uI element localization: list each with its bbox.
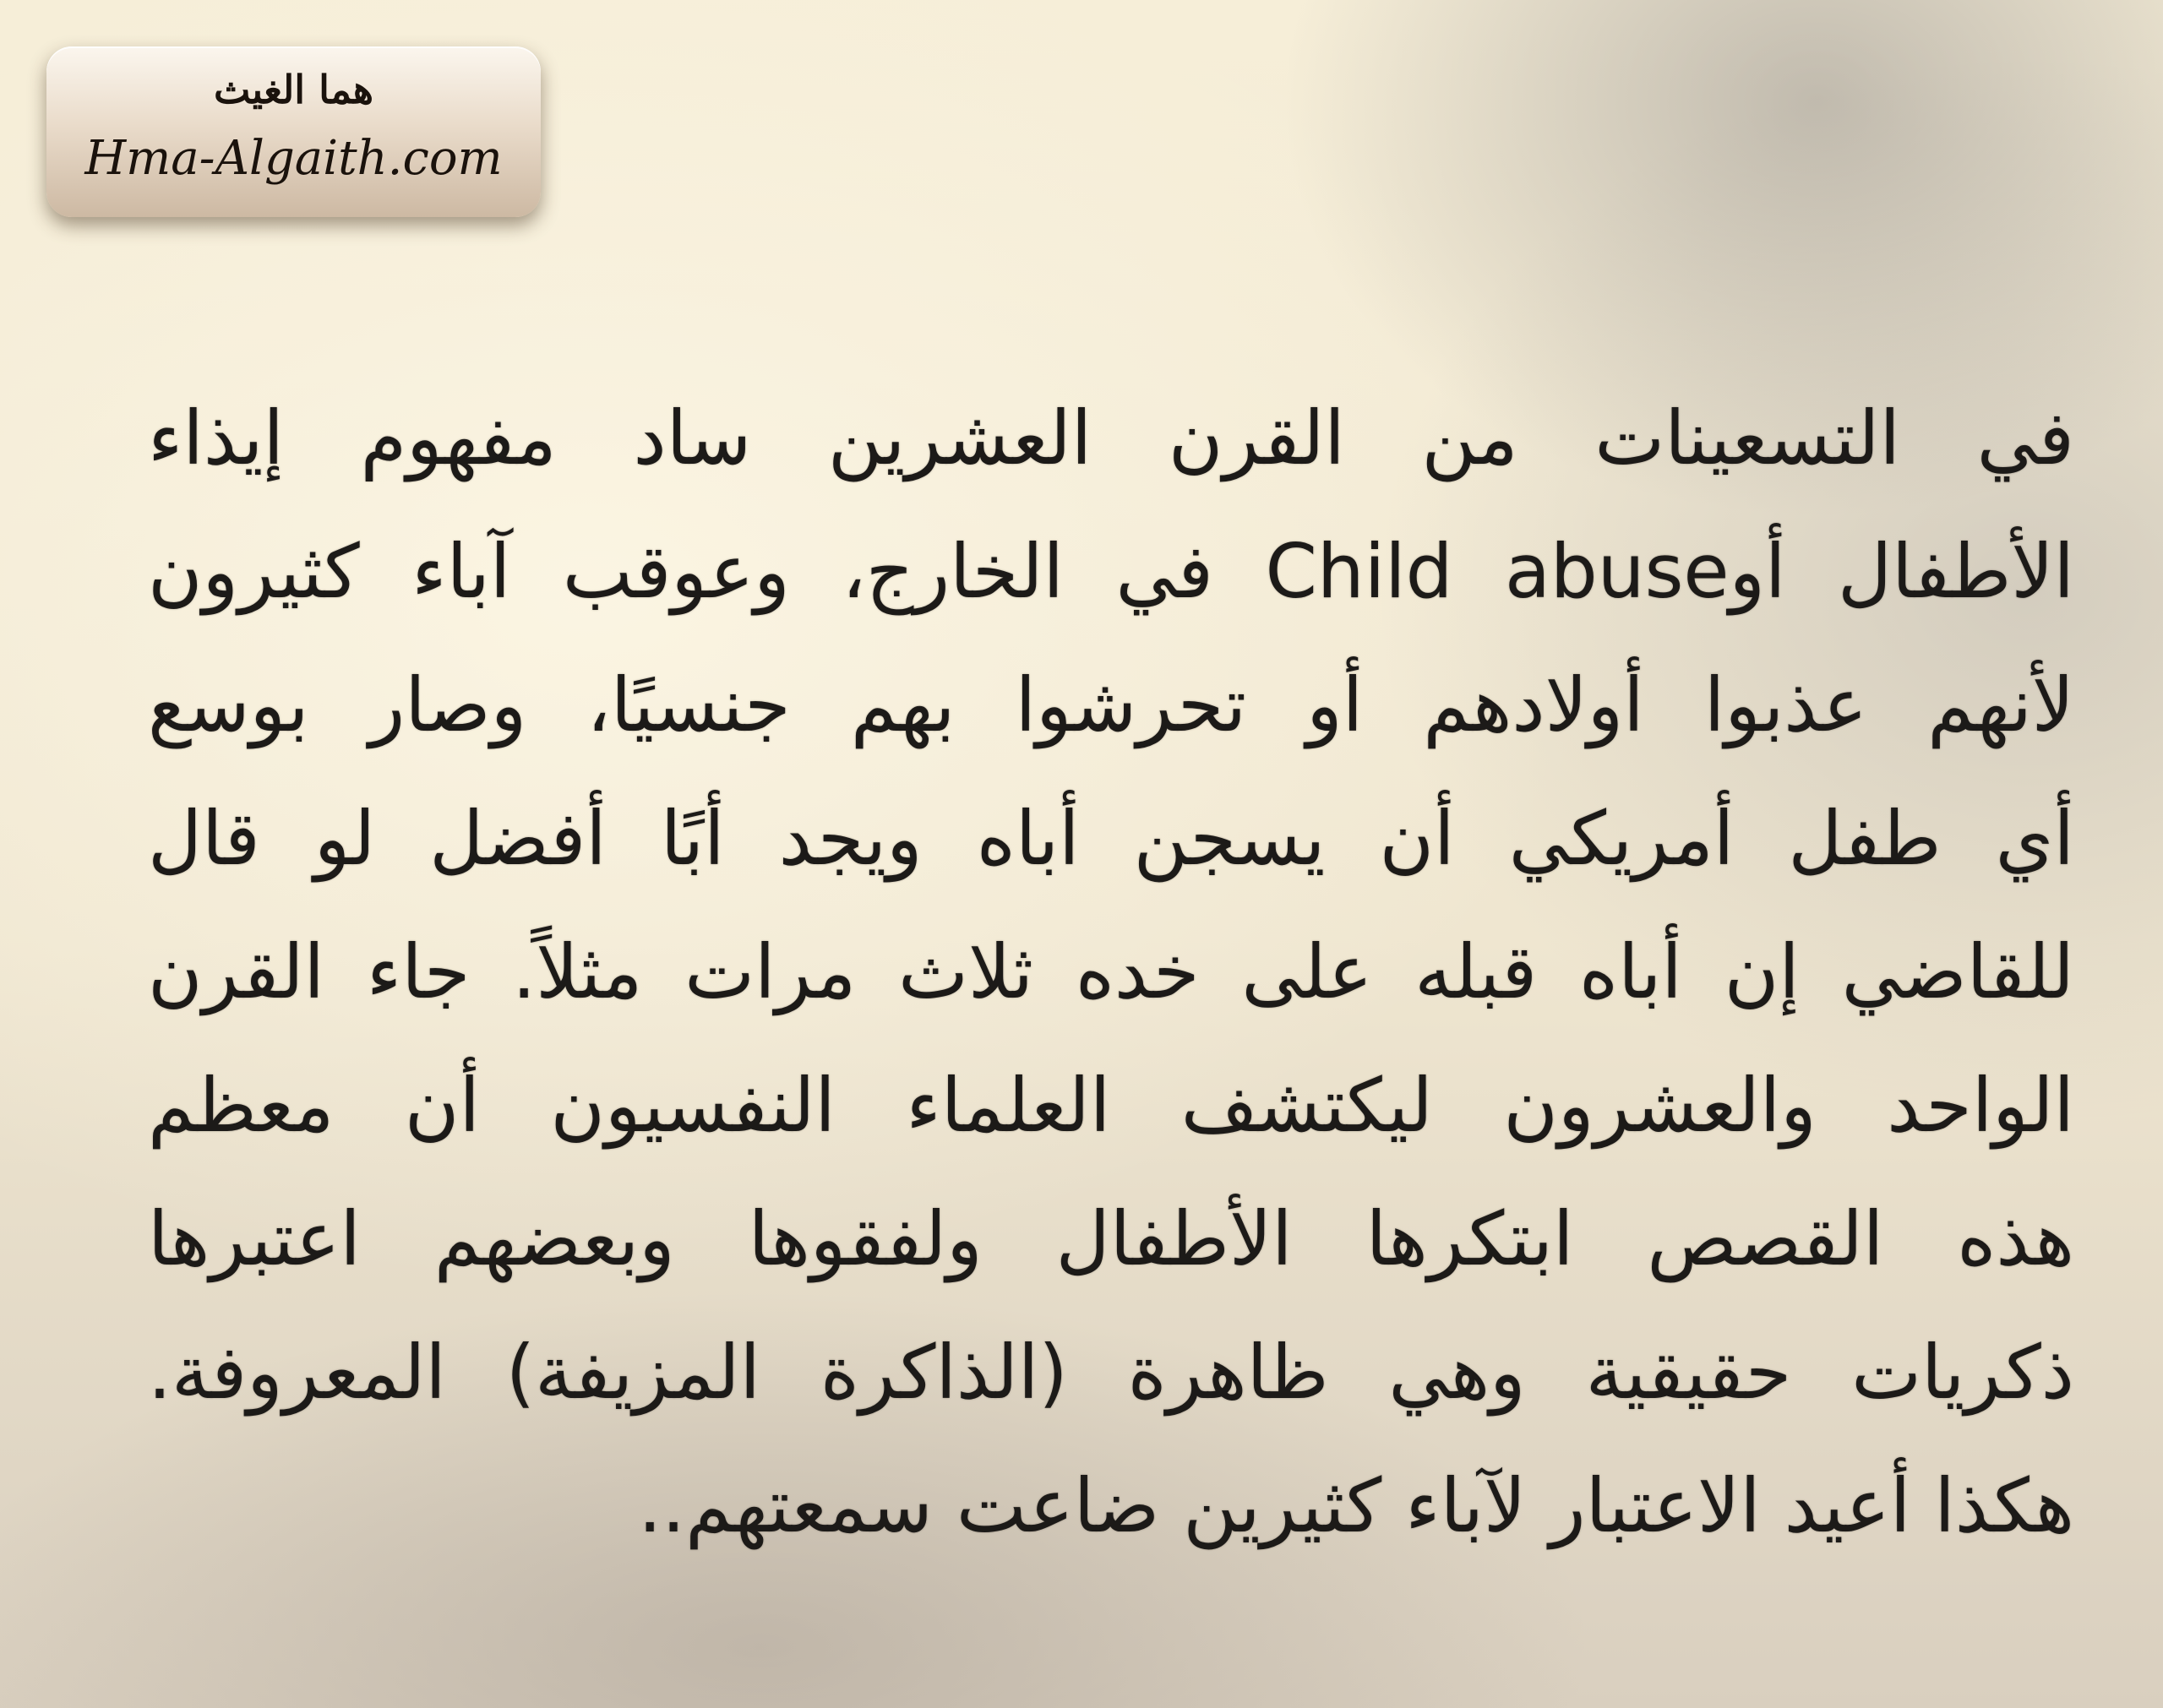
paragraph-line-1: في التسعينات من القرن العشرين ساد مفهوم إيذاء [148, 394, 2074, 481]
paragraph-line-9: هكذا أعيد الاعتبار لآباء كثيرين ضاعت سمعتهم.. [638, 1462, 2074, 1549]
paragraph-line-8: ذكريات حقيقية وهي ظاهرة (الذاكرة المزيفة) المعروفة. [148, 1329, 2074, 1416]
paragraph-line-5: للقاضي إن أباه قبله على خده ثلاث مرات مثلاً. جاء القرن [148, 928, 2074, 1015]
paragraph [148, 372, 2074, 1573]
paragraph-line-3: لأنهم عذبوا أولادهم أو تحرشوا بهم جنسيًا، وصار بوسع [148, 661, 2074, 748]
paragraph-line-6: الواحد والعشرون ليكتشف العلماء النفسيون أن معظم [148, 1062, 2074, 1149]
paragraph-line-7: هذه القصص ابتكرها الأطفال ولفقوها وبعضهم اعتبرها [148, 1195, 2074, 1282]
watermark-badge [46, 46, 541, 217]
watermark-website: Hma-Algaith.com [84, 131, 503, 186]
paragraph-line-4: أي طفل أمريكي أن يسجن أباه ويجد أبًا أفضل لو قال [148, 795, 2074, 882]
paragraph-line-2: الأطفال أوChild abuse في الخارج، وعوقب آباء كثيرون [148, 528, 2074, 615]
watermark-arabic-name: هما الغيث [214, 67, 373, 112]
